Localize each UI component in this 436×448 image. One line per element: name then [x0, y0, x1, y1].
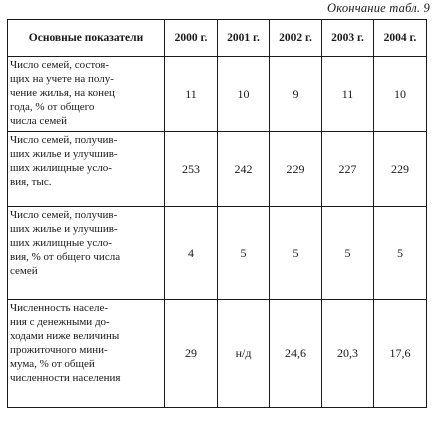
table-cell: 4: [165, 207, 218, 300]
column-header-2001: 2001 г.: [218, 20, 270, 57]
table-cell: 17,6: [374, 300, 427, 408]
table-row: [8, 300, 427, 408]
table-cell: 227: [322, 132, 374, 207]
table-cell: 20,3: [322, 300, 374, 408]
table-cell: 5: [270, 207, 322, 300]
table-cell: 9: [270, 57, 322, 132]
row-label: Число семей, получив- ших жилье и улучшив- ших жилищные усло- вия, тыс.: [8, 132, 165, 207]
table-row: [8, 57, 427, 132]
table-caption: Окончание табл. 9: [327, 1, 430, 15]
table-cell: 5: [322, 207, 374, 300]
data-table: [7, 19, 427, 408]
column-header-indicators: Основные показатели: [8, 20, 165, 57]
table-cell: 229: [270, 132, 322, 207]
table-cell: 24,6: [270, 300, 322, 408]
table-cell: 253: [165, 132, 218, 207]
table-cell: 11: [322, 57, 374, 132]
table-cell: 242: [218, 132, 270, 207]
table-cell: н/д: [218, 300, 270, 408]
column-header-2002: 2002 г.: [270, 20, 322, 57]
table-row: [8, 207, 427, 300]
table-cell: 5: [374, 207, 427, 300]
table-cell: 229: [374, 132, 427, 207]
column-header-2000: 2000 г.: [165, 20, 218, 57]
row-label: Число семей, получив- ших жилье и улучшив- ших жилищные усло- вия, % от общего числа семей: [8, 207, 165, 300]
row-label: Численность населе- ния с денежными до- ходами ниже величины прожиточного мини- мума, % от общей численности населения: [8, 300, 165, 408]
table-cell: 11: [165, 57, 218, 132]
table-cell: 10: [218, 57, 270, 132]
table-cell: 5: [218, 207, 270, 300]
table-cell: 10: [374, 57, 427, 132]
table-row: [8, 132, 427, 207]
column-header-2004: 2004 г.: [374, 20, 427, 57]
row-label: Число семей, состоя- щих на учете на полу- чение жилья, на конец года, % от общего числа семей: [8, 57, 165, 132]
header-row: [8, 20, 427, 57]
column-header-2003: 2003 г.: [322, 20, 374, 57]
table-cell: 29: [165, 300, 218, 408]
